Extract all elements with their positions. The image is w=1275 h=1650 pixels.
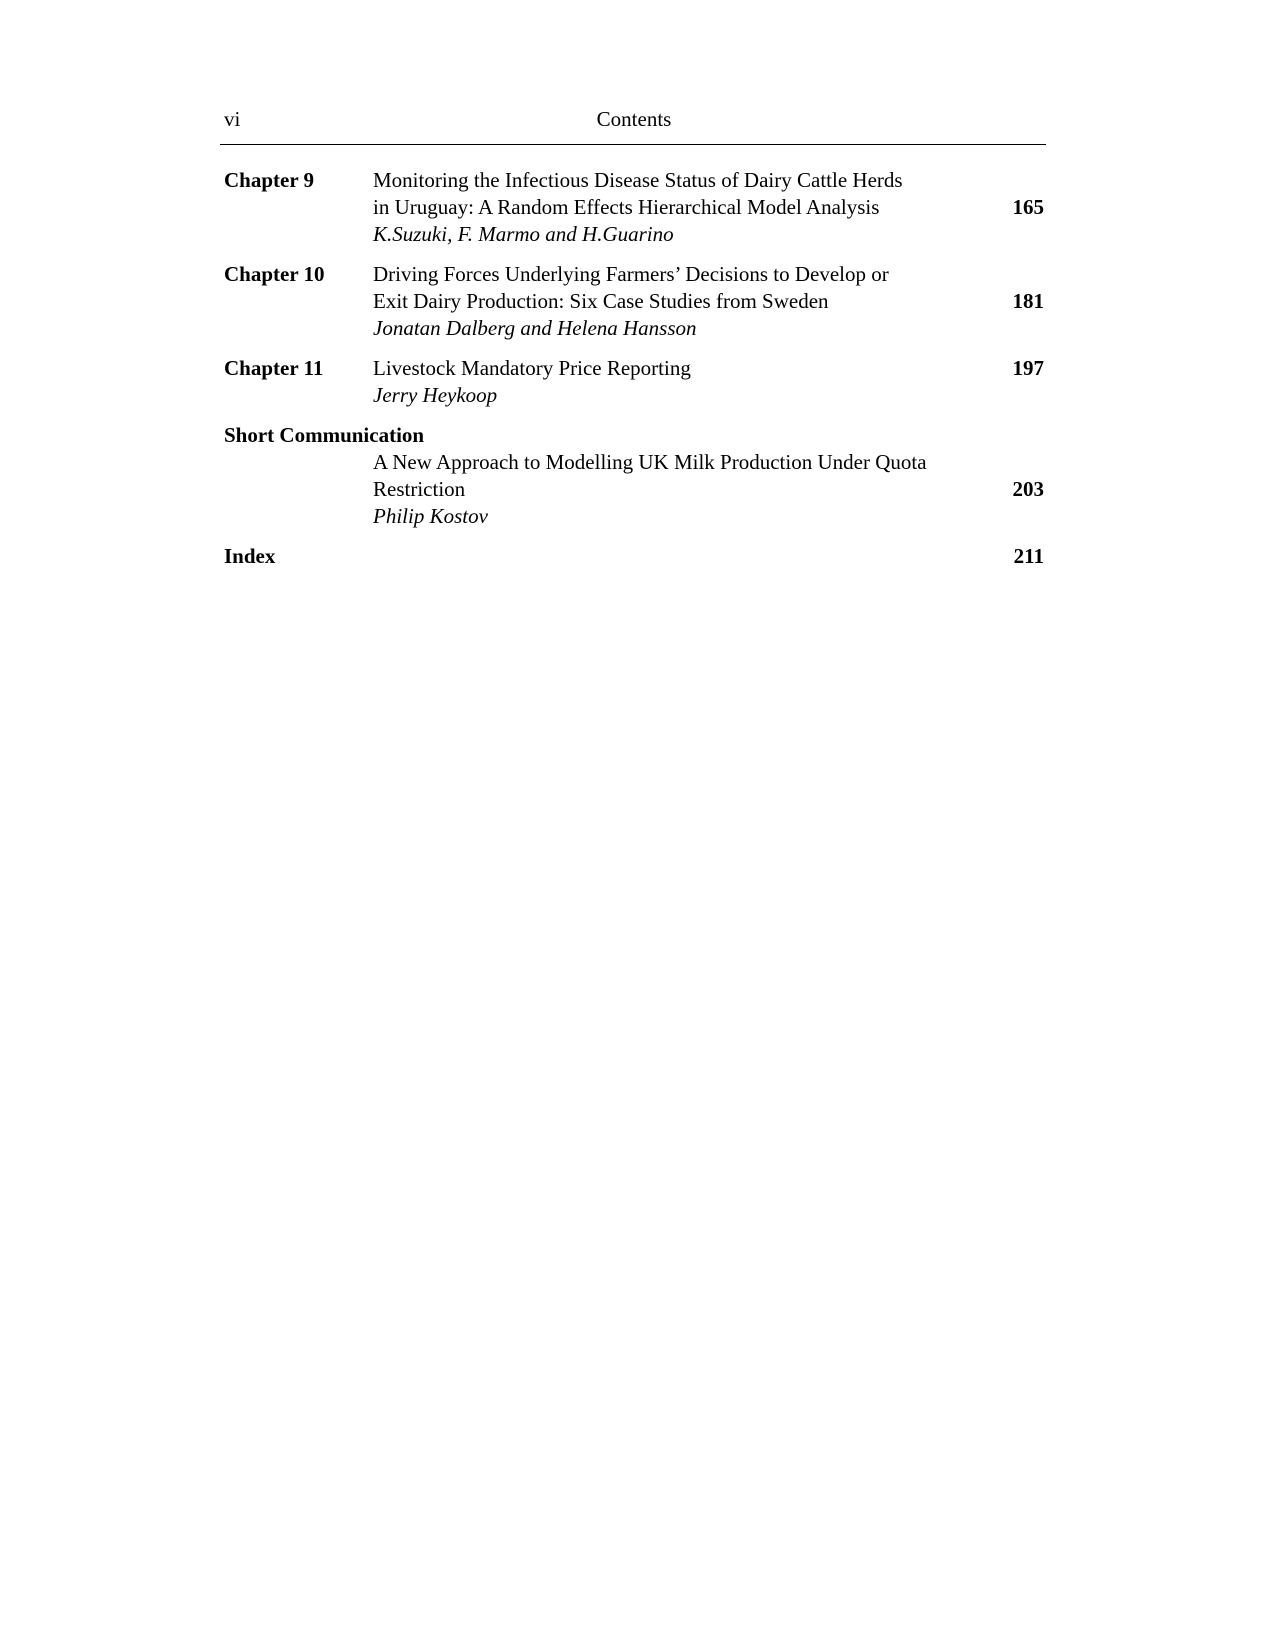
chapter-page-number: 165 [1012,195,1044,219]
chapter-body [373,167,953,248]
toc-entry-short-communication[interactable] [224,449,1046,530]
running-title: Contents [596,107,672,131]
chapter-title-line: Exit Dairy Production: Six Case Studies from Sweden [373,289,829,313]
header-rule [220,144,1046,145]
entry-body [373,449,963,530]
chapter-title-line: Monitoring the Infectious Disease Status of Dairy Cattle Herds [373,168,903,192]
table-of-contents [224,167,1046,570]
index-label: Index [224,544,276,568]
section-heading-short-communication: Short Communication [224,423,425,447]
chapter-body [373,355,953,409]
chapter-authors: Jonatan Dalberg and Helena Hansson [373,316,697,340]
entry-page-number: 203 [1012,477,1044,501]
chapter-page-number: 197 [1012,356,1044,380]
entry-authors: Philip Kostov [373,504,488,528]
chapter-title-line: Livestock Mandatory Price Reporting [373,356,691,380]
page-header [222,106,1046,134]
chapter-authors: Jerry Heykoop [373,383,498,407]
chapter-title-line: in Uruguay: A Random Effects Hierarchical Model Analysis [373,195,880,219]
chapter-title-line: Driving Forces Underlying Farmers’ Decisions to Develop or [373,262,889,286]
chapter-authors: K.Suzuki, F. Marmo and H.Guarino [373,222,674,246]
index-page-number: 211 [1013,544,1044,568]
toc-entry-index[interactable] [224,543,1046,570]
entry-title-line: A New Approach to Modelling UK Milk Production Under Quota [373,450,927,474]
chapter-label: Chapter 11 [224,356,324,380]
chapter-page-number: 181 [1012,289,1044,313]
chapter-label: Chapter 9 [224,168,315,192]
toc-entry-chapter-10[interactable] [224,261,1046,342]
toc-entry-chapter-9[interactable] [224,167,1046,248]
entry-title-line: Restriction [373,477,466,501]
toc-entry-chapter-11[interactable] [224,355,1046,409]
chapter-label: Chapter 10 [224,262,325,286]
chapter-body [373,261,953,342]
page-number: vi [224,107,241,131]
